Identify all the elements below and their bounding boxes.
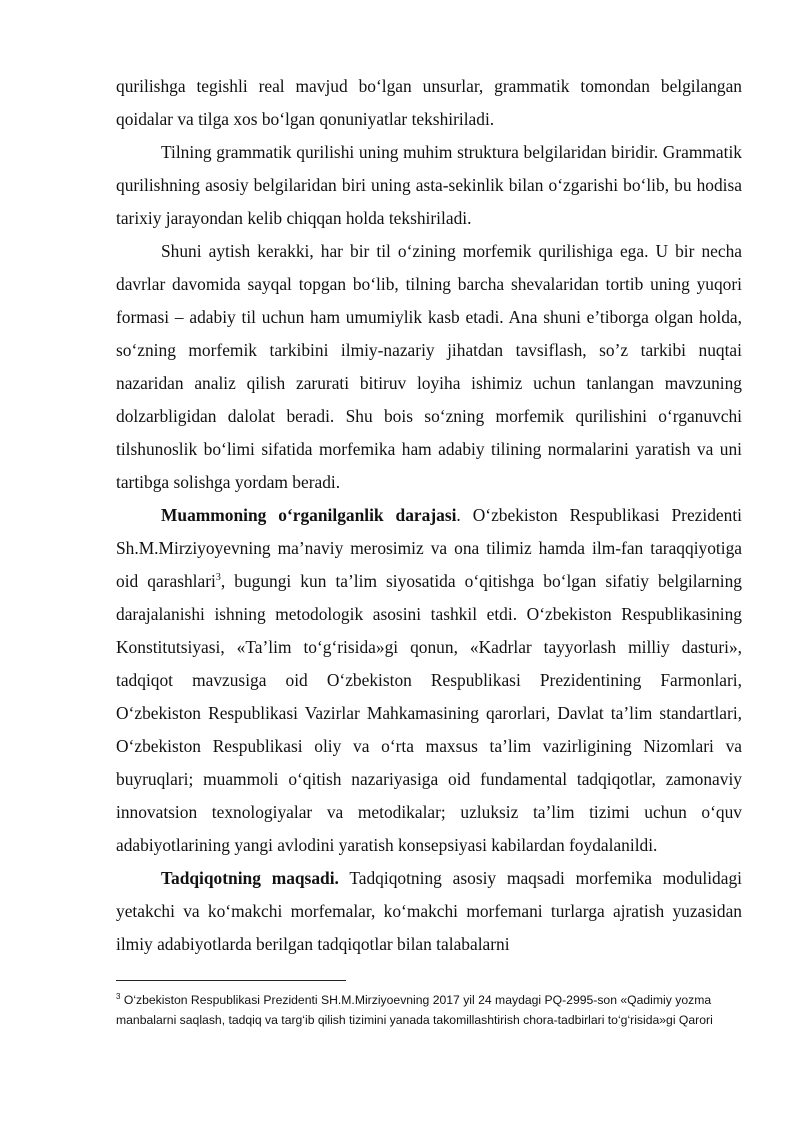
paragraph-4 xyxy=(116,499,742,862)
section-heading-research-level: Muammoning o‘rganilganlik darajasi xyxy=(161,505,457,525)
heading-separator: . xyxy=(456,505,473,525)
paragraph-5 xyxy=(116,862,742,961)
body-text xyxy=(116,70,742,961)
paragraph-1: qurilishga tegishli real mavjud bo‘lgan unsurlar, grammatik tomondan belgilangan qoidalar va tilga xos bo‘lgan qonuniyatlar tekshiriladi. xyxy=(116,76,742,129)
paragraph-2: Tilning grammatik qurilishi uning muhim struktura belgilaridan biridir. Grammatik qurilishning asosiy belgilaridan biri uning asta-sekinlik bilan o‘zgarishi bo‘lib, bu hodisa tarixiy jarayondan kelib chiqqan holda tekshiriladi. xyxy=(116,142,742,228)
section-heading-research-goal: Tadqiqotning maqsadi. xyxy=(161,868,339,888)
footnote-text: O‘zbekiston Respublikasi Prezidenti SH.M.Mirziyoevning 2017 yil 24 maydagi PQ-2995-son «Qadimiy yozma manbalarni saqlash, tadqiq va targ‘ib qilish tizimini yanada takomillashtirish chora-tadbirlari to‘g‘risida»gi Qarori xyxy=(116,993,713,1027)
paragraph-3: Shuni aytish kerakki, har bir til o‘zining morfemik qurilishiga ega. U bir necha davrlar davomida sayqal topgan bo‘lib, tilning barcha shevalaridan tortib uning yuqori formasi – adabiy til uchun ham umumiylik kasb etadi. Ana shuni e’tiborga olgan holda, so‘zning morfemik tarkibini ilmiy-nazariy jihatdan tavsiflash, so’z tarkibi nuqtai nazaridan analiz qilish zarurati bitiruv loyiha ishimiz uchun tanlangan mavzuning dolzarbligidan dalolat beradi. Shu bois so‘zning morfemik qurilishini o‘rganuvchi tilshunoslik bo‘limi sifatida morfemika ham adabiy tilining normalarini yaratish va uni tartibga solishga yordam beradi. xyxy=(116,241,742,492)
paragraph-5-text: Tadqiqotning asosiy maqsadi morfemika modulidagi yetakchi va ko‘makchi morfemalar, ko‘makchi morfemani turlarga ajratish yuzasidan ilmiy adabiyotlarda berilgan tadqiqotlar bilan talabalarni xyxy=(116,868,742,954)
footnote xyxy=(116,990,742,1030)
paragraph-4-text-b: , bugungi kun ta’lim siyosatida o‘qitishga bo‘lgan sifatiy belgilarning darajalanishi ishning metodologik asosini tashkil etdi. O‘zbekiston Respublikasining Konstitutsiyasi, «Ta’lim to‘g‘risida»gi qonun, «Kadrlar tayyorlash milliy dasturi», tadqiqot mavzusiga oid O‘zbekiston Respublikasi Prezidentining Farmonlari, O‘zbekiston Respublikasi Vazirlar Mahkamasining qarorlari, Davlat ta’lim standartlari, O‘zbekiston Respublikasi oliy va o‘rta maxsus ta’lim vazirligining Nizomlari va buyruqlari; muammoli o‘qitish nazariyasiga oid fundamental tadqiqotlar, zamonaviy innovatsion texnologiyalar va metodikalar; uzluksiz ta’lim tizimi uchun o‘quv adabiyotlarining yangi avlodini yaratish konsepsiyasi kabilardan foydalanildi. xyxy=(116,571,742,855)
footnote-divider xyxy=(116,980,346,981)
footnote-number: 3 xyxy=(116,991,121,1001)
footnote-reference[interactable]: 3 xyxy=(215,572,221,584)
paragraph-4-text-a: O‘zbekiston Respublikasi Prezidenti Sh.M.Mirziyoyevning ma’naviy merosimiz va ona tilimiz hamda ilm-fan taraqqiyotiga oid qarashlari xyxy=(116,505,742,591)
